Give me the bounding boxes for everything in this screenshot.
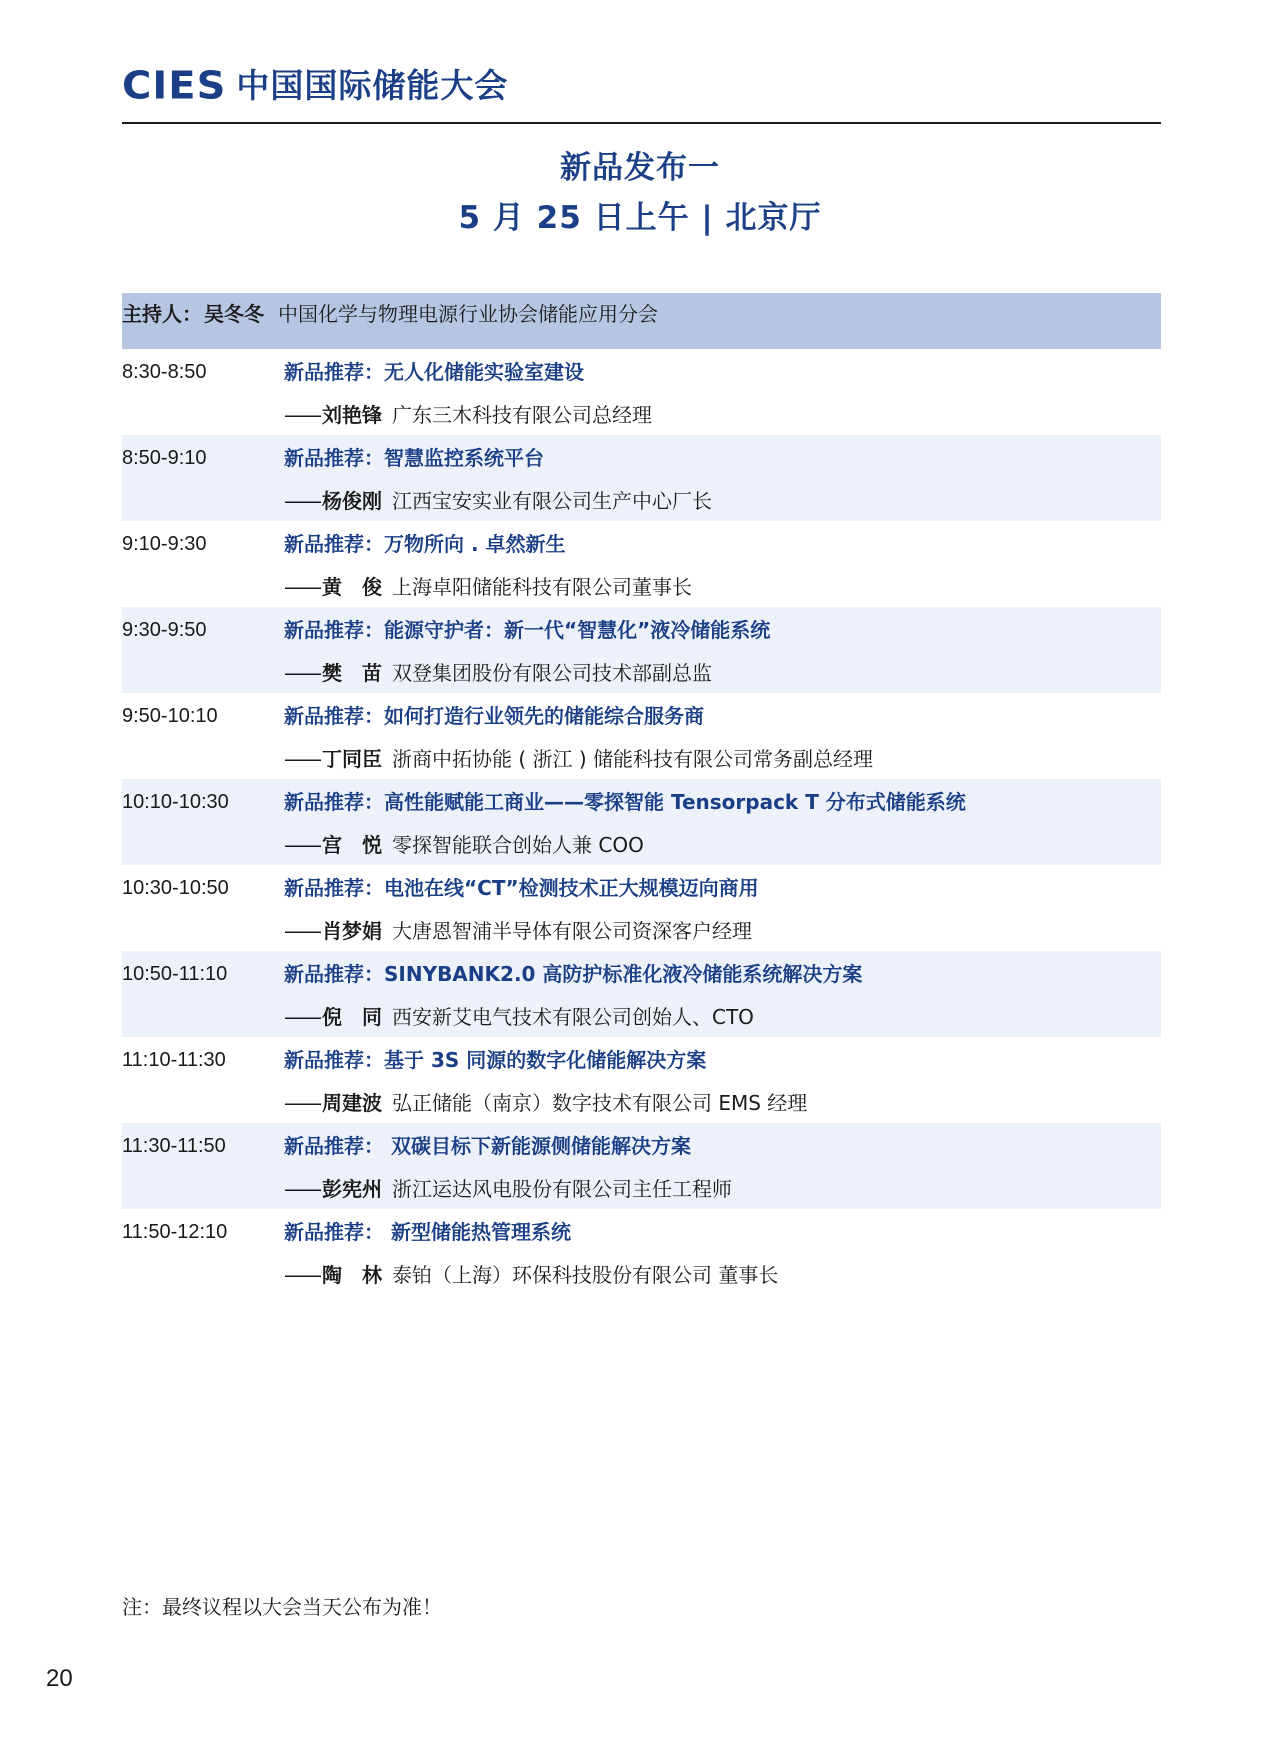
speaker-name: 倪 同: [322, 1005, 382, 1029]
session-time: 9:30-9:50: [122, 619, 207, 641]
session-speaker-line: [284, 1004, 1161, 1030]
speaker-affiliation: 西安新艾电气技术有限公司创始人、CTO: [392, 1005, 754, 1029]
speaker-dash: ——: [284, 1091, 320, 1115]
speaker-name: 樊 苗: [322, 661, 382, 685]
speaker-name: 陶 林: [322, 1263, 382, 1287]
speaker-dash: ——: [284, 661, 320, 685]
speaker-name: 刘艳锋: [322, 403, 382, 427]
session-topic: 新品推荐：万物所向 . 卓然新生: [284, 532, 566, 556]
speaker-affiliation: 广东三木科技有限公司总经理: [392, 403, 652, 427]
session-speaker-line: [284, 918, 1161, 944]
session-topic: 新品推荐：智慧监控系统平台: [284, 446, 544, 470]
speaker-name: 周建波: [322, 1091, 382, 1115]
speaker-dash: ——: [284, 1263, 320, 1287]
session-body: [284, 445, 1161, 521]
session-speaker-line: [284, 1176, 1161, 1202]
speaker-dash: ——: [284, 403, 320, 427]
session-speaker-line: [284, 746, 1161, 772]
session-list: [122, 349, 1161, 1295]
session-body: [284, 875, 1161, 951]
session-topic: 新品推荐：基于 3S 同源的数字化储能解决方案: [284, 1048, 707, 1072]
table-row: [122, 349, 1161, 435]
table-row: [122, 607, 1161, 693]
speaker-dash: ——: [284, 747, 320, 771]
session-speaker-line: [284, 832, 1161, 858]
speaker-dash: ——: [284, 489, 320, 513]
page-title: 新品发布一: [560, 150, 720, 186]
agenda-table: [122, 293, 1161, 1295]
table-row: [122, 865, 1161, 951]
speaker-affiliation: 双登集团股份有限公司技术部副总监: [392, 661, 712, 685]
table-row: [122, 951, 1161, 1037]
table-row: [122, 693, 1161, 779]
header-divider: [122, 122, 1161, 124]
session-body: [284, 617, 1161, 693]
speaker-name: 杨俊刚: [322, 489, 382, 513]
session-speaker-line: [284, 1090, 1161, 1116]
speaker-dash: ——: [284, 1177, 320, 1201]
logo-latin-text: CIES: [122, 64, 227, 108]
session-speaker-line: [284, 488, 1161, 514]
table-row: [122, 1209, 1161, 1295]
speaker-name: 黄 俊: [322, 575, 382, 599]
speaker-affiliation: 零探智能联合创始人兼 COO: [392, 833, 644, 857]
session-body: [284, 359, 1161, 435]
session-time: 8:50-9:10: [122, 447, 207, 469]
session-topic: 新品推荐：SINYBANK2.0 高防护标准化液冷储能系统解决方案: [284, 962, 863, 986]
session-topic: 新品推荐：无人化储能实验室建设: [284, 360, 584, 384]
session-body: [284, 789, 1161, 865]
session-time: 10:50-11:10: [122, 963, 228, 985]
session-speaker-line: [284, 1262, 1161, 1288]
session-body: [284, 961, 1161, 1037]
session-time: 11:50-12:10: [122, 1221, 228, 1243]
session-topic: 新品推荐：高性能赋能工商业——零探智能 Tensorpack T 分布式储能系统: [284, 790, 966, 814]
session-time: 10:30-10:50: [122, 877, 229, 899]
session-body: [284, 1219, 1161, 1295]
page-header: [122, 60, 508, 112]
session-topic: 新品推荐：如何打造行业领先的储能综合服务商: [284, 704, 704, 728]
speaker-name: 肖梦娟: [322, 919, 382, 943]
speaker-affiliation: 浙商中拓协能 ( 浙江 ) 储能科技有限公司常务副总经理: [392, 747, 874, 771]
session-title-block: [0, 146, 1280, 240]
session-topic: 新品推荐： 双碳目标下新能源侧储能解决方案: [284, 1134, 691, 1158]
speaker-affiliation: 泰铂（上海）环保科技股份有限公司 董事长: [392, 1263, 779, 1287]
session-body: [284, 703, 1161, 779]
table-row: [122, 1037, 1161, 1123]
table-row: [122, 521, 1161, 607]
session-time: 11:30-11:50: [122, 1135, 226, 1157]
page-number: 20: [46, 1665, 73, 1692]
session-topic: 新品推荐： 新型储能热管理系统: [284, 1220, 571, 1244]
host-label: 主持人：: [122, 302, 202, 326]
session-speaker-line: [284, 402, 1161, 428]
session-body: [284, 531, 1161, 607]
session-date-venue: 5 月 25 日上午 | 北京厅: [458, 200, 822, 236]
session-topic: 新品推荐：电池在线“CT”检测技术正大规模迈向商用: [284, 876, 759, 900]
speaker-affiliation: 上海卓阳储能科技有限公司董事长: [392, 575, 692, 599]
speaker-name: 丁同臣: [322, 747, 382, 771]
speaker-dash: ——: [284, 919, 320, 943]
session-topic: 新品推荐：能源守护者：新一代“智慧化”液冷储能系统: [284, 618, 771, 642]
speaker-dash: ——: [284, 833, 320, 857]
speaker-name: 彭宪州: [322, 1177, 382, 1201]
logo-chinese-text: 中国国际储能大会: [236, 66, 509, 105]
speaker-dash: ——: [284, 575, 320, 599]
session-body: [284, 1047, 1161, 1123]
session-time: 11:10-11:30: [122, 1049, 226, 1071]
session-body: [284, 1133, 1161, 1209]
session-time: 10:10-10:30: [122, 791, 229, 813]
session-time: 9:50-10:10: [122, 705, 218, 727]
host-row: [122, 293, 1161, 349]
table-row: [122, 779, 1161, 865]
host-organization: 中国化学与物理电源行业协会储能应用分会: [278, 302, 658, 326]
session-speaker-line: [284, 660, 1161, 686]
session-speaker-line: [284, 574, 1161, 600]
speaker-affiliation: 浙江运达风电股份有限公司主任工程师: [392, 1177, 732, 1201]
table-row: [122, 435, 1161, 521]
cies-logo: [122, 66, 508, 106]
table-row: [122, 1123, 1161, 1209]
speaker-name: 宫 悦: [322, 833, 382, 857]
speaker-affiliation: 弘正储能（南京）数字技术有限公司 EMS 经理: [392, 1091, 808, 1115]
speaker-dash: ——: [284, 1005, 320, 1029]
speaker-affiliation: 大唐恩智浦半导体有限公司资深客户经理: [392, 919, 752, 943]
host-name: 吴冬冬: [204, 302, 264, 326]
session-time: 9:10-9:30: [122, 533, 207, 555]
session-time: 8:30-8:50: [122, 361, 207, 383]
speaker-affiliation: 江西宝安实业有限公司生产中心厂长: [392, 489, 712, 513]
agenda-note: 注：最终议程以大会当天公布为准！: [122, 1595, 442, 1619]
